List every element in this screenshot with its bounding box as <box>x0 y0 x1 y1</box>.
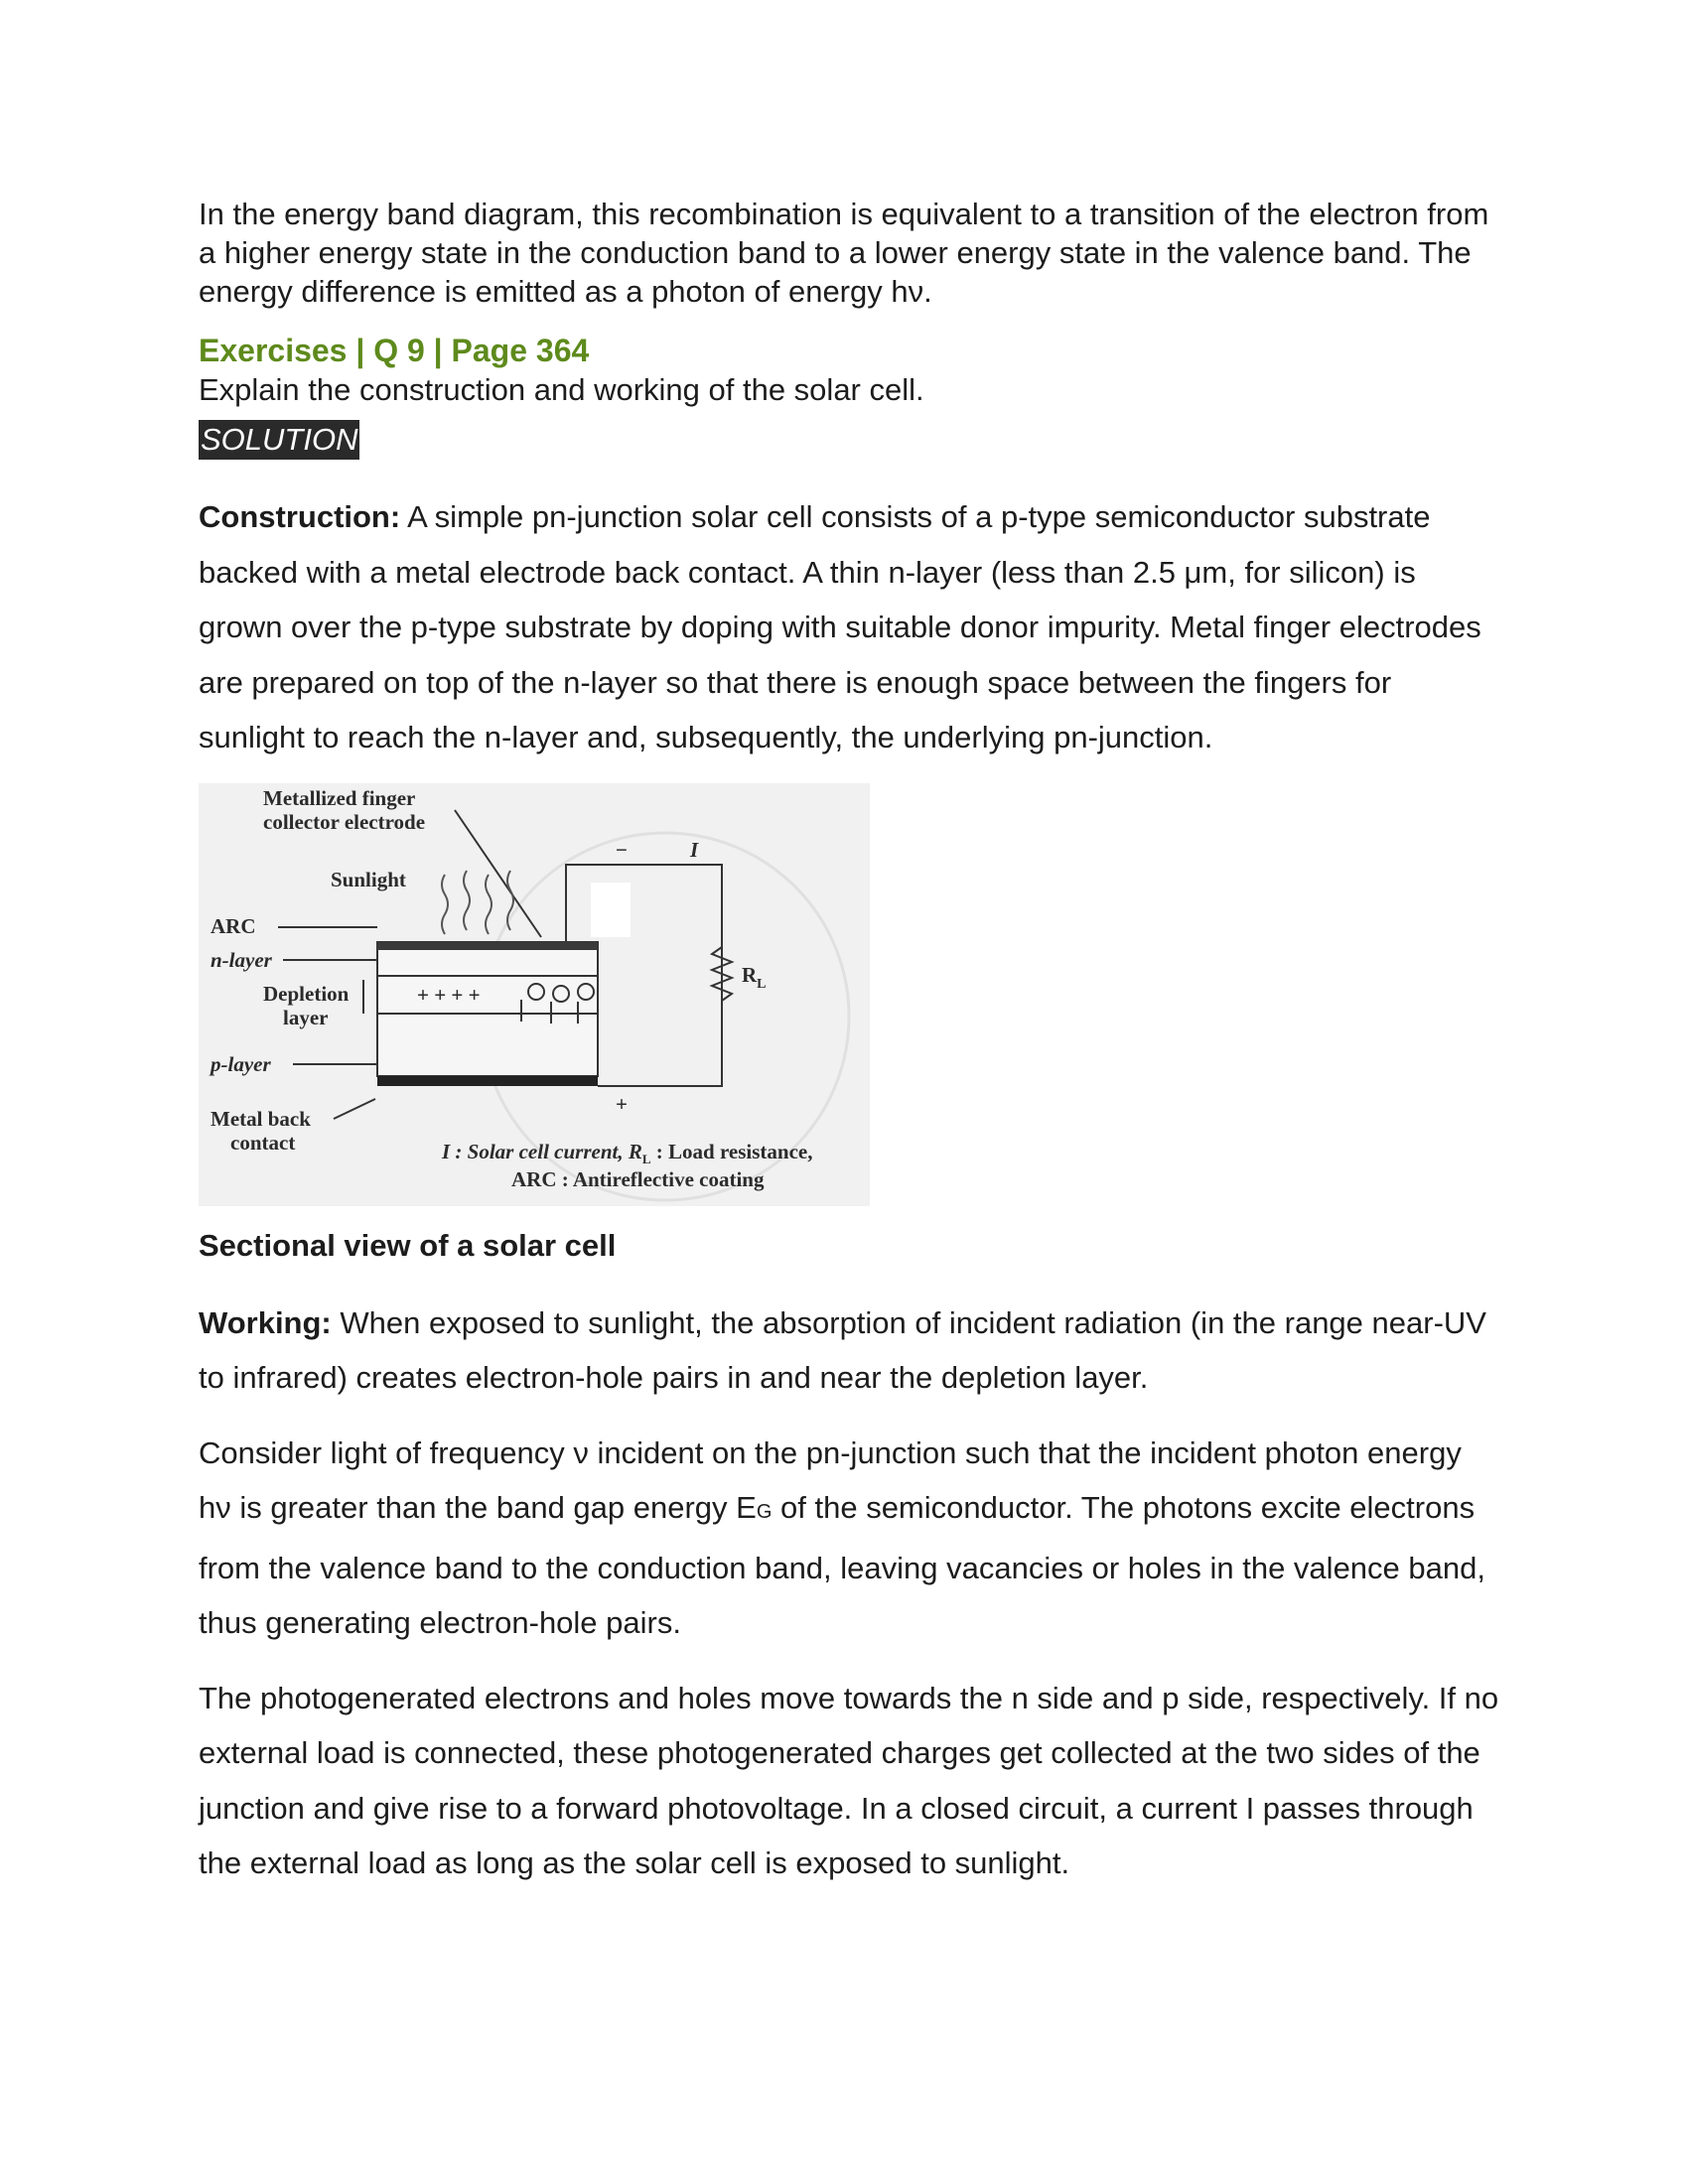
sunlight-ray-4 <box>507 871 513 930</box>
label-plus: + <box>616 1091 628 1116</box>
leader-finger <box>455 810 541 937</box>
label-finger-line2: collector electrode <box>263 809 426 834</box>
working-text: When exposed to sunlight, the absorption of incident radiation (in the range near-UV to infrared) creates electron-hole pairs in and near the depletion layer. <box>199 1304 1486 1395</box>
band-gap-subscript: G <box>756 1501 773 1523</box>
arc-coating <box>377 942 598 950</box>
sunlight-ray-3 <box>486 875 492 934</box>
consider-paragraph <box>199 1426 1499 1651</box>
label-finger-line1: Metallized finger <box>263 785 416 810</box>
metal-back-contact <box>377 1076 598 1086</box>
label-arc: ARC <box>211 913 256 938</box>
construction-text: A simple pn-junction solar cell consists of a p-type semiconductor substrate backed with a metal electrode back contact. A thin n-layer (less than 2.5 μm, for silicon) is grown over the p-type substrate by doping with suitable donor impurity. Metal finger electrodes are prepared on top of the n-layer so that there is enough space between the fingers for sunlight to reach the n-layer and, subsequently, the underlying pn-junction. <box>199 499 1481 754</box>
solar-cell-figure <box>199 783 870 1206</box>
construction-paragraph <box>199 489 1499 765</box>
leader-back-contact <box>334 1099 375 1119</box>
label-load: $R_L$ <box>742 962 767 992</box>
cell-body <box>377 942 598 1076</box>
photogenerated-paragraph: The photogenerated electrons and holes move towards the n side and p side, respectively. If no external load is connected, these photogenerated charges get collected at the two sides of the junction and give rise to a forward photovoltage. In a closed circuit, a current I passes through the external load as long as the solar cell is exposed to sunlight. <box>199 1680 1499 1880</box>
intro-paragraph: In the energy band diagram, this recombination is equivalent to a transition of the electron from a higher energy state in the conduction band to a lower energy state in the valence band. The energy difference is emitted as a photon of energy hν. <box>199 197 1489 309</box>
circuit-terminal-gap <box>591 883 631 937</box>
solution-badge: SOLUTION <box>199 420 359 460</box>
document-page <box>199 195 1499 1891</box>
exercise-reference: Exercises | Q 9 | Page 364 <box>199 333 590 368</box>
working-paragraph <box>199 1296 1499 1406</box>
label-p-layer: p-layer <box>211 1051 271 1076</box>
legend-line2: ARC : Antireflective coating <box>511 1166 765 1191</box>
label-minus: − <box>616 837 628 862</box>
label-back-line2: contact <box>230 1130 296 1155</box>
question-text: Explain the construction and working of the solar cell. <box>199 372 924 407</box>
label-back-line1: Metal back <box>211 1106 311 1131</box>
construction-heading: Construction: <box>199 499 401 534</box>
legend-line1: I : Solar cell current, $R_L$ : Load resistance, <box>442 1139 813 1166</box>
consider-text-before: Consider light of frequency ν incident on the pn-junction such that the incident photon energy hν is greater than the band gap energy E <box>199 1434 1462 1525</box>
label-current: I <box>690 837 699 862</box>
label-depletion-line1: Depletion <box>263 981 350 1006</box>
sunlight-ray-1 <box>442 875 448 934</box>
working-heading: Working: <box>199 1304 332 1340</box>
label-sunlight: Sunlight <box>331 867 406 891</box>
figure-caption: Sectional view of a solar cell <box>199 1227 617 1263</box>
sunlight-ray-2 <box>464 871 470 930</box>
label-depletion-line2: layer <box>283 1005 329 1029</box>
solar-cell-diagram <box>199 783 870 1206</box>
label-n-layer: n-layer <box>211 947 272 972</box>
depletion-plus-signs: + + + + <box>417 982 481 1007</box>
consider-text-after: of the semiconductor. The photons excite electrons from the valence band to the conduction band, leaving vacancies or holes in the valence band, thus generating electron-hole pairs. <box>199 1490 1485 1640</box>
